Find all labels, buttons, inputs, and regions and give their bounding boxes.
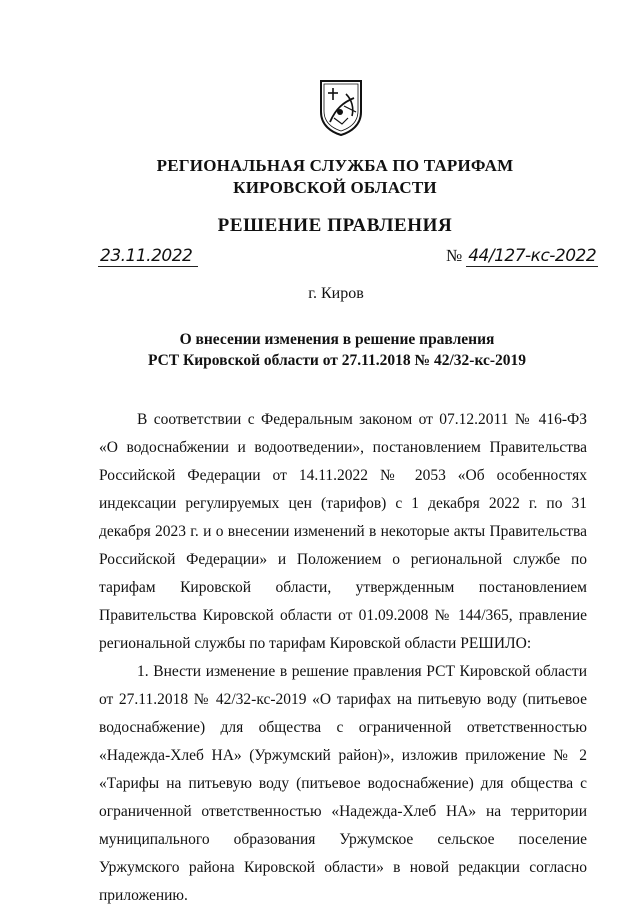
document-date: 23.11.2022 — [98, 246, 198, 267]
subject-line-2: РСТ Кировской области от 27.11.2018 № 42/32-кс-2019 — [147, 352, 527, 369]
organization-name — [0, 155, 640, 199]
org-line-2: КИРОВСКОЙ ОБЛАСТИ — [233, 178, 437, 197]
paragraph-1: В соответствии с Федеральным законом от 07.12.2011 № 416-ФЗ «О водоснабжении и водоотведении», постановлением Правительства Российской Федерации от 14.11.2022 № 2053 «Об особенностях индексации регулируемых цен (тарифов) с 1 декабря 2022 г. по 31 декабря 2023 г. и о внесении изменений в некоторые акты Правительства Российской Федерации» и Положением о региональной службе по тарифам Кировской области, утвержденным постановлением Правительства Кировской области от 01.09.2008 № 144/365, правление региональной службы по тарифам Кировской области РЕШИЛО: — [99, 411, 587, 652]
city: г. Киров — [308, 285, 364, 302]
document-body — [99, 406, 587, 910]
paragraph-2: 1. Внести изменение в решение правления РСТ Кировской области от 27.11.2018 № 42/32-кс-2019 «О тарифах на питьевую воду (питьевое водоснабжение) для общества с ограниченной ответственностью «Надежда-Хлеб НА» (Уржумский район)», изложив приложение № 2 «Тарифы на питьевую воду (питьевое водоснабжение) для общества с ограниченной ответственностью «Надежда-Хлеб НА» на территории муниципального образования Уржумское сельское поселение Уржумского района Кировской области» в новой редакции согласно приложению. — [99, 663, 587, 904]
coat-of-arms-icon — [318, 78, 364, 136]
number-prefix: № — [446, 246, 463, 265]
document-subject — [0, 329, 640, 371]
number-value: 44/127-кс-2022 — [468, 246, 597, 266]
document-number — [446, 246, 598, 266]
document-type: РЕШЕНИЕ ПРАВЛЕНИЯ — [217, 215, 453, 236]
subject-line-1: О внесении изменения в решение правления — [179, 331, 495, 348]
org-line-1: РЕГИОНАЛЬНАЯ СЛУЖБА ПО ТАРИФАМ — [156, 156, 514, 175]
